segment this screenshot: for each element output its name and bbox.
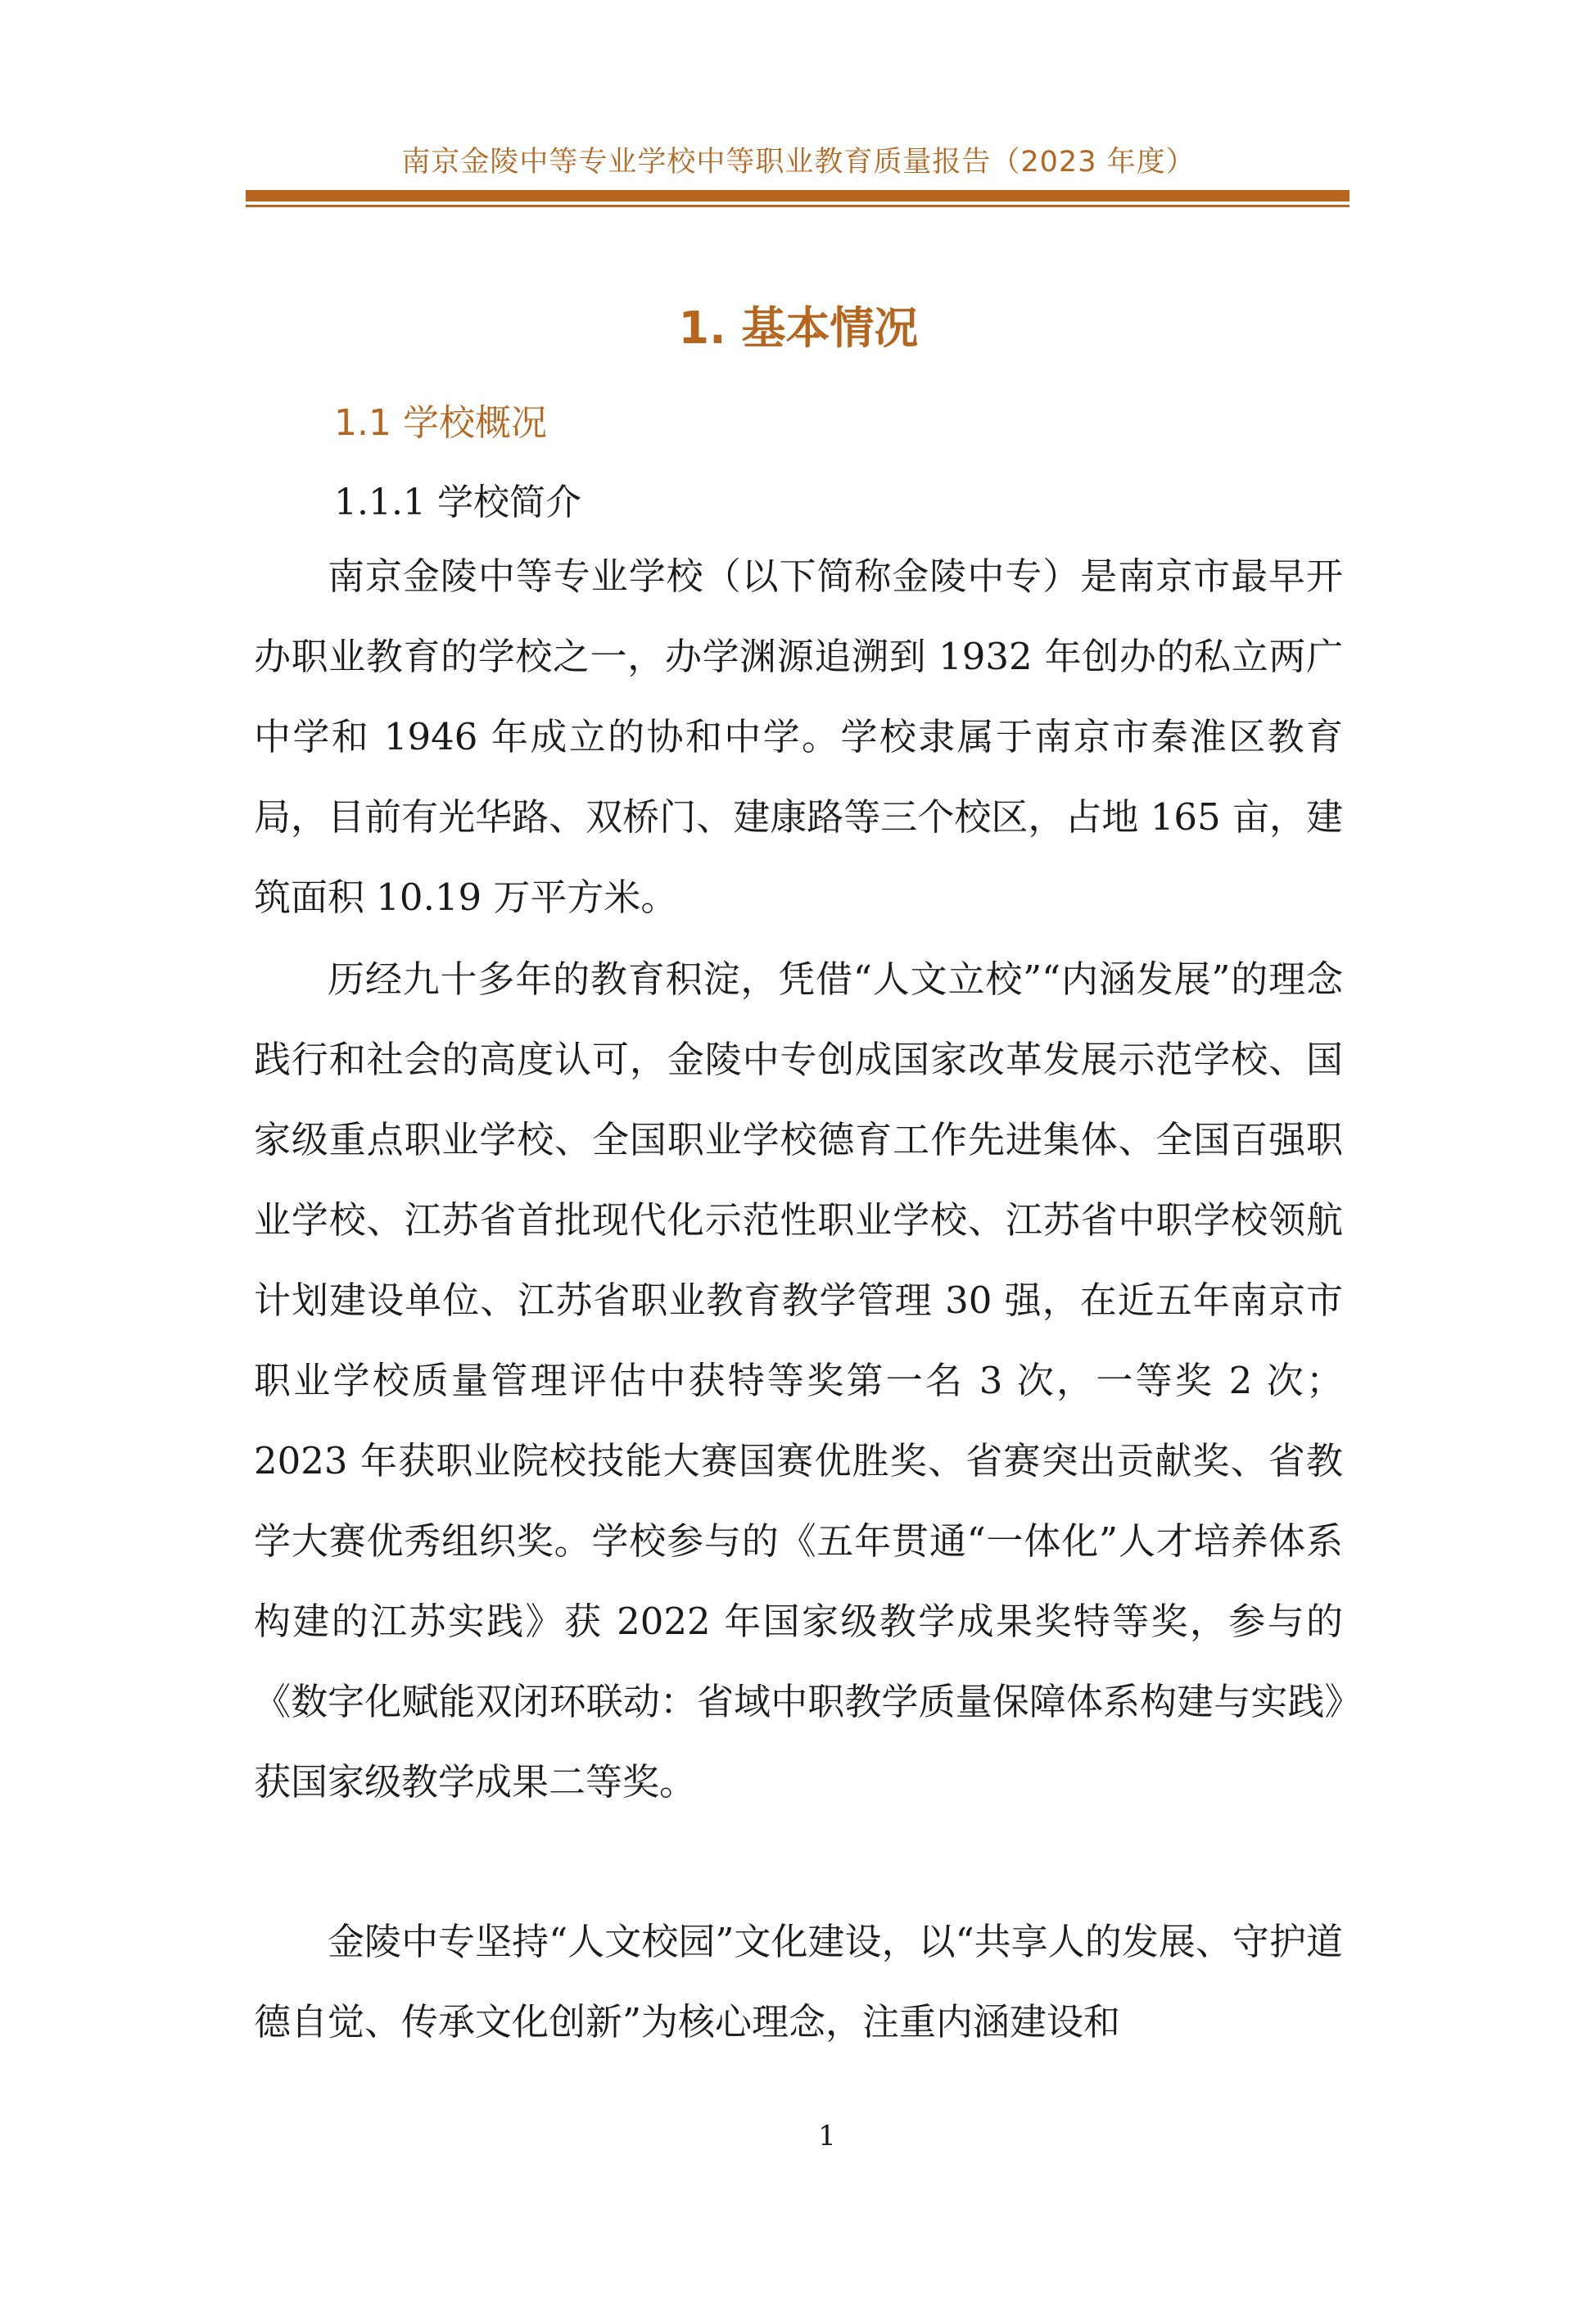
subsection-title: 1.1.1 学校简介 bbox=[334, 482, 581, 523]
body-paragraph-3 bbox=[254, 1902, 1343, 2062]
paragraph-text: 历经九十多年的教育积淀，凭借“人文立校”“内涵发展”的理念践行和社会的高度认可，金陵中专创成国家改革发展示范学校、国家级重点职业学校、全国职业学校德育工作先进集体、全国百强职业学校、江苏省首批现代化示范性职业学校、江苏省中职学校领航计划建设单位、江苏省职业教育教学管理 30 强，在近五年南京市职业学校质量管理评估中获特等奖第一名 3 次，一等奖 2 次；2023 年获职业院校技能大赛国赛优胜奖、省赛突出贡献奖、省教学大赛优秀组织奖。学校参与的《五年贯通“一体化”人才培养体系构建的江苏实践》获 2022 年国家级教学成果奖特等奖，参与的《数字化赋能双闭环联动：省域中职教学质量保障体系构建与实践》获国家级教学成果二等奖。 bbox=[254, 957, 1343, 1804]
body-paragraph-2 bbox=[254, 939, 1343, 1822]
body-paragraph-1 bbox=[254, 536, 1343, 938]
page-number: 1 bbox=[818, 2120, 836, 2152]
running-header: 南京金陵中等专业学校中等职业教育质量报告（2023 年度） bbox=[401, 146, 1196, 179]
paragraph-text: 金陵中专坚持“人文校园”文化建设，以“共享人的发展、守护道德自觉、传承文化创新”为核心理念，注重内涵建设和 bbox=[254, 1920, 1343, 2044]
paragraph-text: 南京金陵中等专业学校（以下简称金陵中专）是南京市最早开办职业教育的学校之一，办学渊源追溯到 1932 年创办的私立两广中学和 1946 年成立的协和中学。学校隶属于南京市秦淮区教育局，目前有光华路、双桥门、建康路等三个校区，占地 165 亩，建筑面积 10.19 万平方米。 bbox=[254, 554, 1343, 919]
header-rule bbox=[246, 190, 1350, 201]
chapter-title: 1. 基本情况 bbox=[678, 302, 919, 354]
section-title: 1.1 学校概况 bbox=[334, 402, 547, 444]
header-rule-thin bbox=[246, 205, 1350, 207]
